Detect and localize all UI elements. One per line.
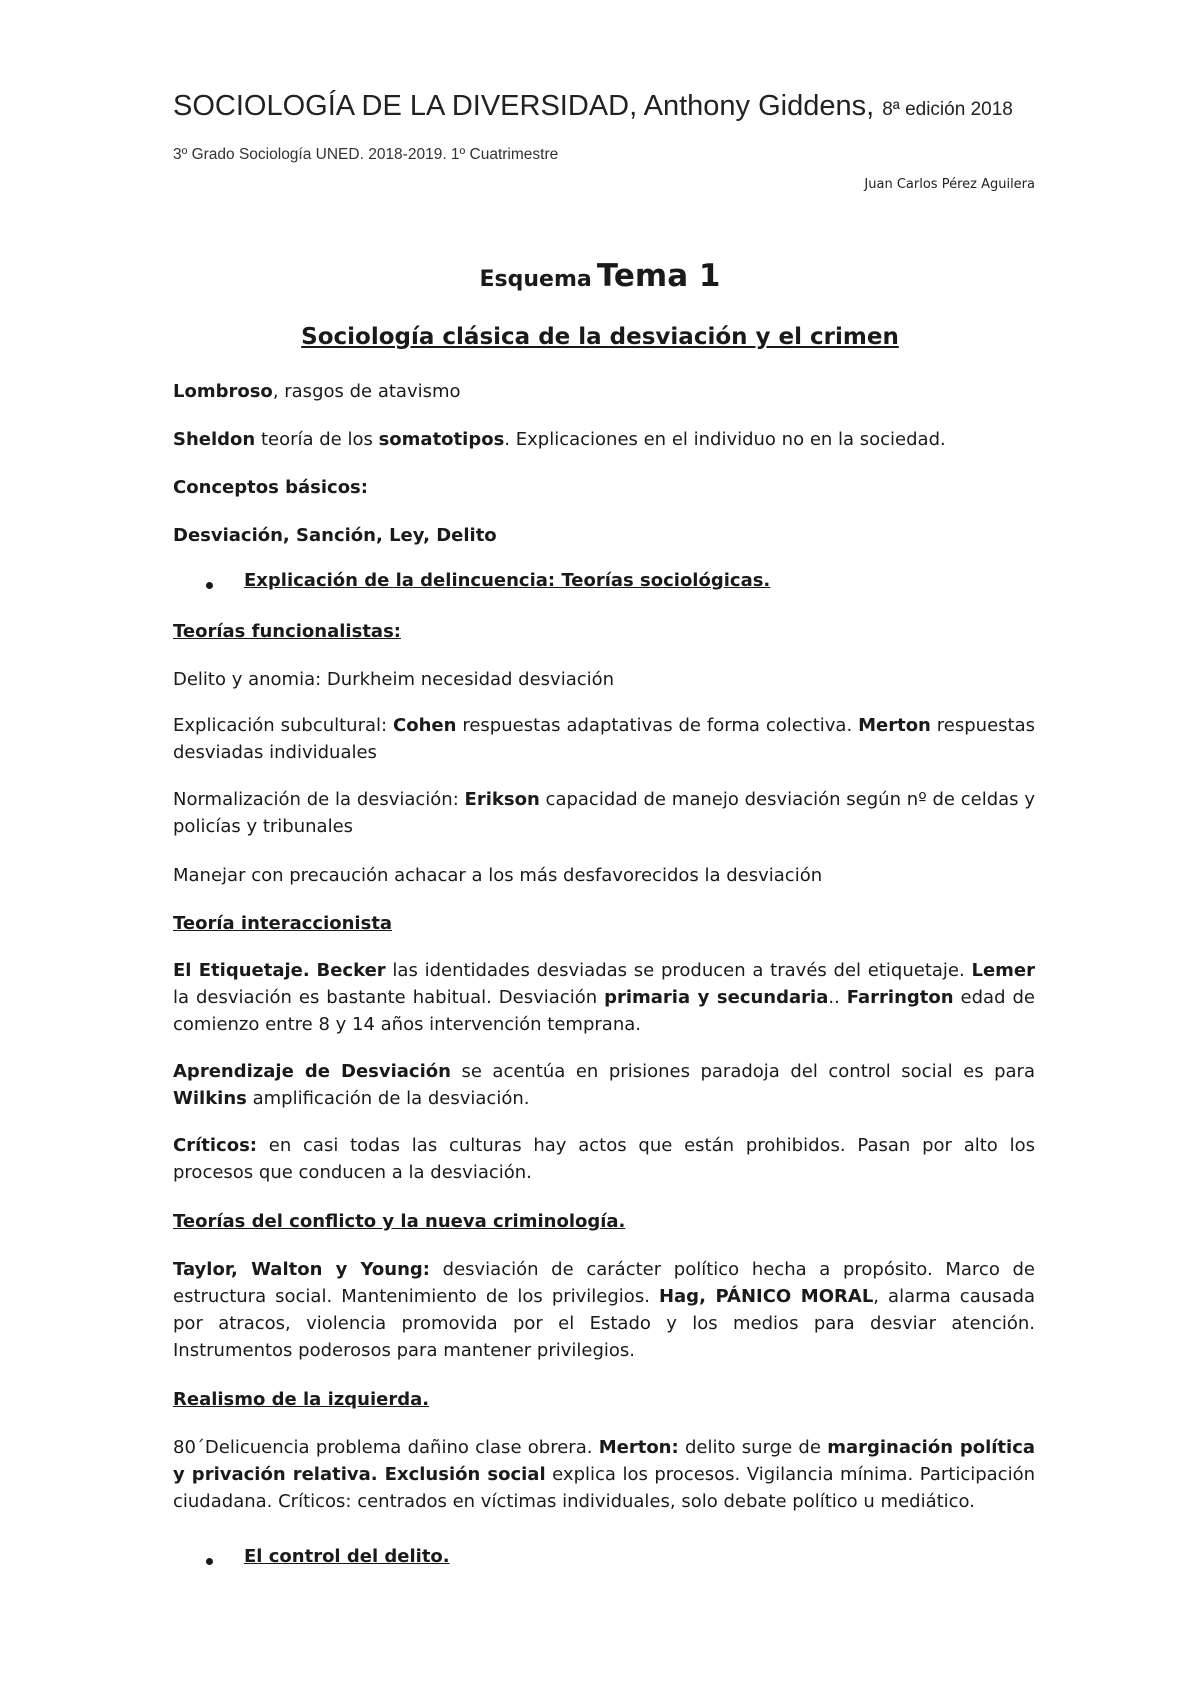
paragraph-aprendizaje: Aprendizaje de Desviación se acentúa en prisiones paradoja del control social es para Wilkins amplificación de la desviación. [173, 1061, 1035, 1109]
paragraph-durkheim: Delito y anomia: Durkheim necesidad desviación [173, 669, 615, 690]
heading-funcionalistas: Teorías funcionalistas: [173, 621, 401, 642]
paragraph-normalizacion: Normalización de la desviación: Erikson capacidad de manejo desviación según nº de celdas y policías y tribunales [173, 789, 1035, 837]
bullet-dot [206, 582, 213, 589]
paragraph-sheldon: Sheldon teoría de los somatotipos. Explicaciones en el individuo no en la sociedad. [173, 429, 946, 450]
section-bullet-control: El control del delito. [244, 1546, 450, 1567]
paragraph-taylor: Taylor, Walton y Young: desviación de carácter político hecha a propósito. Marco de estructura social. Mantenimiento de los privilegios. Hag, PÁNICO MORAL, alarma causada por atracos, violencia promovida por el Estado y los medios para desviar atención. Instrumentos poderosos para mantener privilegios. [173, 1259, 1036, 1361]
paragraph-subcultural: Explicación subcultural: Cohen respuestas adaptativas de forma colectiva. Merton respuestas desviadas individuales [173, 715, 1036, 763]
scheme-heading: Esquema Tema 1 [479, 258, 721, 294]
heading-conflicto: Teorías del conflicto y la nueva criminología. [173, 1211, 626, 1232]
edition-label: 8ª edición 2018 [882, 99, 1013, 120]
paragraph-realismo: 80´Delicuencia problema dañino clase obrera. Merton: delito surge de marginación política y privación relativa. Exclusión social explica los procesos. Vigilancia mínima. Participación ciudadana. Críticos: centrados en víctimas individuales, solo debate político u mediático. [173, 1437, 1036, 1512]
bullet-dot [206, 1558, 213, 1565]
paragraph-terms: Desviación, Sanción, Ley, Delito [173, 525, 497, 546]
chapter-title: Sociología clásica de la desviación y el crimen [301, 324, 899, 350]
heading-interaccionista: Teoría interaccionista [173, 913, 393, 934]
author-name: Juan Carlos Pérez Aguilera [864, 177, 1035, 192]
paragraph-lombroso: Lombroso, rasgos de atavismo [173, 381, 461, 402]
paragraph-criticos: Críticos: en casi todas las culturas hay actos que están prohibidos. Pasan por alto los procesos que conducen a la desviación. [173, 1135, 1035, 1183]
document-title: SOCIOLOGÍA DE LA DIVERSIDAD, Anthony Giddens, 8ª edición 2018 [173, 90, 1013, 122]
paragraph-etiquetaje: El Etiquetaje. Becker las identidades desviadas se producen a través del etiquetaje. Lemer la desviación es bastante habitual. Desviación primaria y secundaria.. Farrington edad de comienzo entre 8 y 14 años intervención temprana. [173, 960, 1035, 1035]
paragraph-conceptos: Conceptos básicos: [173, 477, 368, 498]
heading-realismo: Realismo de la izquierda. [173, 1389, 430, 1410]
paragraph-precaucion: Manejar con precaución achacar a los más desfavorecidos la desviación [173, 865, 823, 886]
section-bullet-explicacion: Explicación de la delincuencia: Teorías sociológicas. [244, 570, 771, 591]
course-subtitle: 3º Grado Sociología UNED. 2018-2019. 1º Cuatrimestre [173, 146, 559, 163]
